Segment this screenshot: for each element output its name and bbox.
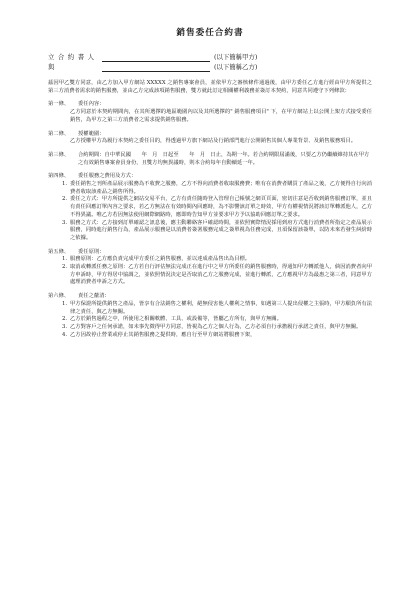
party-note: (以下簡稱甲方) <box>214 53 258 61</box>
clause-list <box>48 181 372 243</box>
article-heading: 授權範圍： <box>78 130 105 137</box>
article-header <box>48 173 372 181</box>
clause-text: 乙方對客戶之任何承諾，如未事先徵得甲方同意，皆視為乙方之個人行為，乙方必須自行承擔履行承諾之責任，與甲方無關。 <box>70 323 362 330</box>
article-heading: 委任原則： <box>78 248 105 255</box>
clause-number: 2. <box>62 264 68 271</box>
clause-text: 乙方於銷售過程之中，所使用之相關軟體、工具、或設備等，皆屬乙方所有，與甲方無關。 <box>70 316 282 323</box>
article-number: 第四條、 <box>48 173 70 180</box>
preamble: 茲因甲乙雙方同意，由乙方加入甲方網站 XXXXX 之銷售專案會員，並依甲方之審核條件通過後，由甲方委任乙方進行經由甲方所提供之第三方消費者需求的銷售服務，並由乙方完成該項銷售服務，雙方就此訂定相關權利義務並簽訂本契約，同意共同遵守下列條款： <box>48 80 372 94</box>
parties-block <box>48 52 372 72</box>
party-name-line <box>102 53 210 62</box>
clause-number: 4. <box>62 331 68 338</box>
article <box>48 152 372 167</box>
clause-item <box>62 316 372 324</box>
clause-text: 服務之方式：乙方接到訂單確認之訊息後，應主動聯絡客戶確認時間，並依照實際情況採用到府方式進行消費者所指定之產品展示服務，同時進行銷售行為，產品展示服務是以消費者簽署服務完成之簽單視為任務完成，且須保留該簽單，以防未來若發生糾紛時之依據。 <box>70 219 372 241</box>
article-heading: 責任之釐清： <box>78 293 110 300</box>
article <box>48 249 372 288</box>
clause-text: 委任銷售之刊所產品展示服務為不收費之服務，乙方不得向消費者收取服務費；唯有在消費者購買了產品之後，乙方便得自行向消費者收取該產品之銷售所得。 <box>70 181 372 195</box>
article <box>48 101 372 124</box>
article-number: 第五條、 <box>48 248 70 255</box>
article-header <box>48 293 372 301</box>
article-header <box>48 152 372 167</box>
clause-item <box>62 181 372 196</box>
article-number: 第一條、 <box>48 101 70 108</box>
party-name-line <box>102 63 210 72</box>
clause-text: 乙方因故停止營業或停止其銷售服務之提供時，應自行至甲方網站將服務下架， <box>70 331 256 338</box>
article-body: 乙方授權甲方為履行本契約之委任目的，得透過甲方旗下網站及行銷部門進行公開銷售其個人專業背景、及銷售服務項目。 <box>70 138 357 145</box>
clause-number: 3. <box>62 323 68 330</box>
article-header <box>48 101 372 109</box>
clause-item <box>62 196 372 219</box>
clause-text: 取消或轉派任務之原則：乙方若自行評估無法完成正在進行中之甲方所委任的銷售服務時，得通知甲方轉派他人，倘因消費者向甲方申訴時，甲方得居中協調之，並依照情況決定是否取消乙方之服務完成，並進行轉派，乙方應視甲方為最惠之第三者，同意甲方處理消費者申訴之方式。 <box>70 264 372 286</box>
clause-number: 1. <box>62 256 68 263</box>
clause-number: 1. <box>62 300 68 307</box>
clause-text: 委任之方式：甲方所提供之網站交易平台，乙方有責任隨時登入管理自己帳號之網頁頁面，密切注意是否收到銷售服務訂單，並且有責任回應訂單內容之要求，若乙方無法在有效時間內回應時，為不影響該訂單之時效，甲方有權視情況將該訂單轉派他人，乙方不得異議。唯乙方若因無法使用網際網路時，應即時告知甲方並要求甲方予以協助回應訂單之要求。 <box>70 196 372 218</box>
clause-number: 2. <box>62 316 68 323</box>
clause-number: 3. <box>62 219 68 226</box>
article-heading: 合約期間：自中華民國 年 月 日起至 年 月 日止，為期一年。若合約期限屆滿後，只要乙方仍繼續維持其在甲方之有效銷售專案會員身份，且雙方均無異議時，則本合約每年自動續延一年。 <box>78 151 370 166</box>
clause-item <box>62 256 372 264</box>
article-number: 第六條、 <box>48 293 70 300</box>
clause-item <box>62 301 372 316</box>
clause-list <box>48 301 372 340</box>
article <box>48 293 372 339</box>
party-label: 立合約書人 <box>48 53 94 61</box>
articles-list <box>48 101 372 339</box>
clause-item <box>62 324 372 332</box>
party-row-a <box>48 52 372 62</box>
clause-list <box>48 256 372 287</box>
clause-number: 2. <box>62 196 68 203</box>
article-body: 乙方同意於本契約期間內，在其所選擇的地區範圍內以及其所選擇的" 銷售服務項目" 下，在甲方網站上以公開上架方式接受委任銷售，為甲方之第三方消費者之需求提供銷售服務。 <box>70 109 372 123</box>
clause-number: 1. <box>62 181 68 188</box>
party-label: 與 <box>48 63 55 71</box>
article-heading: 委任服務之費用及方式： <box>78 173 137 180</box>
clause-item <box>62 220 372 243</box>
article <box>48 131 372 146</box>
article-number: 第三條、 <box>48 151 70 158</box>
clause-item <box>62 264 372 287</box>
clause-text: 服務原則：乙方應負責完成甲方委任之銷售服務，並以達成產品售出為目標。 <box>70 256 251 263</box>
clause-item <box>62 332 372 340</box>
party-row-b <box>48 62 372 72</box>
party-note: (以下簡稱乙方) <box>214 63 258 71</box>
article-number: 第二條、 <box>48 130 70 137</box>
document-title: 銷售委任合約書 <box>176 28 244 38</box>
clause-text: 甲方保證所提供銷售之產品，皆享有合法銷售之權利，絕無侵害他人權利之情事，如遇第三人提出侵權之主張時，甲方願負所有法律之責任，與乙方無關。 <box>70 300 372 315</box>
article <box>48 173 372 242</box>
article-heading: 委任內容： <box>78 101 105 108</box>
